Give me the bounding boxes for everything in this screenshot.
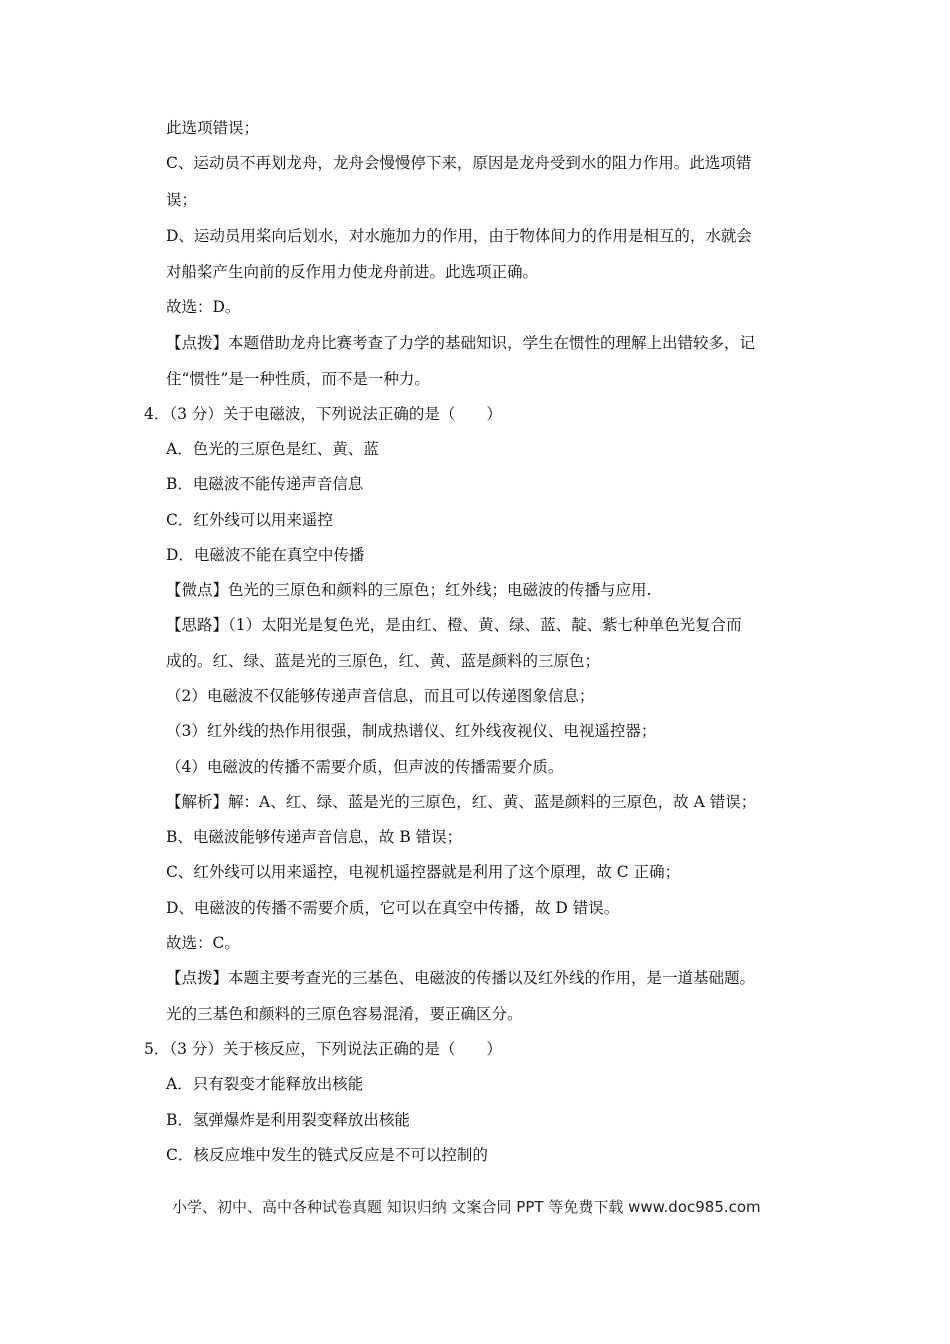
question-5-stem: 5．（3 分）关于核反应，下列说法正确的是（ ）	[144, 1040, 502, 1058]
text-line: D、电磁波的传播不需要介质，它可以在真空中传播，故 D 错误。	[166, 899, 620, 917]
tip-line: 【点拨】本题借助龙舟比赛考查了力学的基础知识，学生在惯性的理解上出错较多，记	[166, 334, 756, 352]
question-4-stem: 4．（3 分）关于电磁波，下列说法正确的是（ ）	[144, 405, 502, 423]
tip-line: 【点拨】本题主要考查光的三基色、电磁波的传播以及红外线的作用，是一道基础题。	[166, 969, 756, 987]
option-d: D．电磁波不能在真空中传播	[166, 546, 365, 564]
option-c: C．核反应堆中发生的链式反应是不可以控制的	[166, 1146, 488, 1164]
option-c: C．红外线可以用来遥控	[166, 511, 333, 529]
text-line: B、电磁波能够传递声音信息，故 B 错误；	[166, 828, 463, 846]
text-line: （4）电磁波的传播不需要介质，但声波的传播需要介质。	[166, 758, 564, 776]
analysis-line: 【解析】解：A、红、绿、蓝是光的三原色，红、黄、蓝是颜料的三原色，故 A 错误；	[166, 793, 757, 811]
text-line: 光的三基色和颜料的三原色容易混淆，要正确区分。	[166, 1005, 523, 1023]
text-line: 住“惯性”是一种性质，而不是一种力。	[166, 370, 430, 388]
page-footer: 小学、初中、高中各种试卷真题 知识归纳 文案合同 PPT 等免费下载 www.doc985.com	[172, 1198, 761, 1216]
option-b: B．氢弹爆炸是利用裂变释放出核能	[166, 1111, 410, 1129]
text-line: C、红外线可以用来遥控，电视机遥控器就是利用了这个原理，故 C 正确；	[166, 863, 681, 881]
text-line: 成的。红、绿、蓝是光的三原色，红、黄、蓝是颜料的三原色；	[166, 652, 601, 670]
approach-line: 【思路】（1）太阳光是复色光，是由红、橙、黄、绿、蓝、靛、紫七种单色光复合而	[166, 616, 742, 634]
text-line: （2）电磁波不仅能够传递声音信息，而且可以传递图象信息；	[166, 687, 595, 705]
text-line: （3）红外线的热作用很强，制成热谱仪、红外线夜视仪、电视遥控器；	[166, 722, 657, 740]
text-line: D、运动员用桨向后划水，对水施加力的作用，由于物体间力的作用是相互的，水就会	[166, 227, 752, 245]
option-b: B．电磁波不能传递声音信息	[166, 475, 364, 493]
text-line: 误；	[166, 191, 198, 209]
option-a: A．只有裂变才能释放出核能	[166, 1075, 364, 1093]
text-line: 此选项错误；	[166, 119, 260, 137]
text-line: C、运动员不再划龙舟，龙舟会慢慢停下来，原因是龙舟受到水的阻力作用。此选项错	[166, 154, 752, 172]
text-line: 故选：D。	[166, 298, 241, 316]
text-line: 故选：C。	[166, 934, 240, 952]
option-a: A．色光的三原色是红、黄、蓝	[166, 440, 379, 458]
knowledge-point-line: 【微点】色光的三原色和颜料的三原色；红外线；电磁波的传播与应用.	[166, 581, 652, 599]
text-line: 对船桨产生向前的反作用力使龙舟前进。此选项正确。	[166, 263, 539, 281]
